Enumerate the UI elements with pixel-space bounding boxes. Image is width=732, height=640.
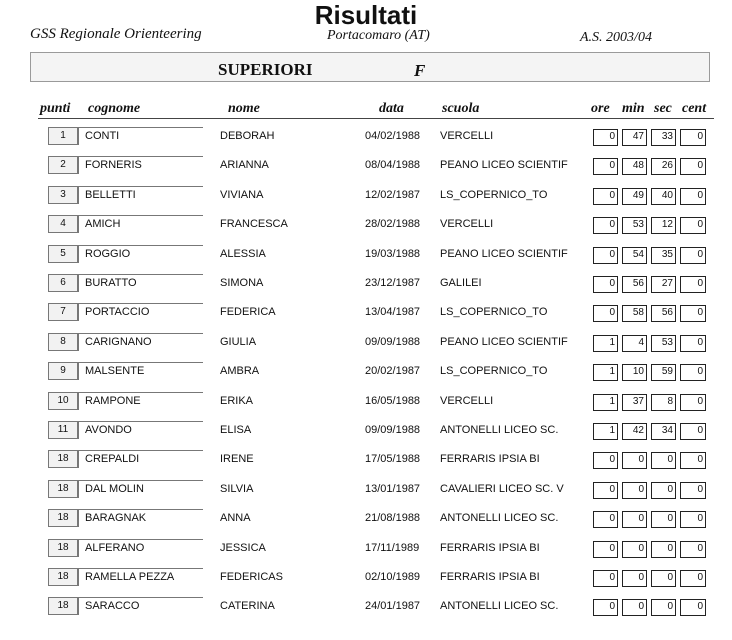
cents-cell: 0 — [680, 129, 706, 146]
points-cell: 18 — [48, 509, 78, 527]
school-cell: ANTONELLI LICEO SC. — [440, 600, 559, 613]
seconds-cell: 56 — [651, 305, 676, 322]
date-cell: 23/12/1987 — [365, 277, 421, 289]
hours-cell: 0 — [593, 482, 618, 499]
cents-cell: 0 — [680, 276, 706, 293]
date-cell: 13/04/1987 — [365, 306, 421, 319]
column-header-seconds: sec — [654, 101, 672, 116]
surname-cell: SARACCO — [78, 597, 203, 615]
column-header-minutes: min — [622, 101, 645, 116]
hours-cell: 0 — [593, 305, 618, 322]
column-header-points: punti — [40, 101, 71, 116]
date-cell: 02/10/1989 — [365, 571, 421, 583]
cents-cell: 0 — [680, 247, 706, 264]
hours-cell: 1 — [593, 364, 618, 381]
name-cell: ALESSIA — [220, 247, 266, 260]
table-row — [0, 153, 732, 177]
cents-cell: 0 — [680, 511, 706, 528]
date-cell: 08/04/1988 — [365, 159, 421, 172]
date-cell: 12/02/1987 — [365, 188, 421, 201]
cents-cell: 0 — [680, 394, 706, 411]
date-cell: 17/05/1988 — [365, 453, 421, 466]
cents-cell: 0 — [680, 482, 706, 499]
minutes-cell: 0 — [622, 452, 647, 469]
surname-cell: BARAGNAK — [78, 509, 203, 527]
date-cell: 16/05/1988 — [365, 394, 421, 407]
hours-cell: 1 — [593, 394, 618, 411]
hours-cell: 0 — [593, 511, 618, 528]
minutes-cell: 56 — [622, 276, 647, 293]
table-row — [0, 359, 732, 383]
column-header-name: nome — [228, 101, 260, 116]
surname-cell: ROGGIO — [78, 245, 203, 263]
organization-label: GSS Regionale Orienteering — [30, 26, 202, 42]
cents-cell: 0 — [680, 599, 706, 616]
category-banner — [30, 52, 710, 82]
cents-cell: 0 — [680, 158, 706, 175]
school-cell: GALILEI — [440, 277, 482, 289]
minutes-cell: 0 — [622, 482, 647, 499]
table-row — [0, 536, 732, 560]
date-cell: 20/02/1987 — [365, 365, 421, 378]
name-cell: DEBORAH — [220, 130, 275, 142]
points-cell: 1 — [48, 127, 78, 145]
seconds-cell: 0 — [651, 482, 676, 499]
table-row — [0, 506, 732, 530]
minutes-cell: 0 — [622, 541, 647, 558]
hours-cell: 0 — [593, 599, 618, 616]
surname-cell: ALFERANO — [78, 539, 203, 557]
school-cell: VERCELLI — [440, 218, 494, 231]
school-cell: CAVALIERI LICEO SC. V — [440, 482, 564, 495]
surname-cell: AVONDO — [78, 421, 203, 439]
minutes-cell: 10 — [622, 364, 647, 381]
surname-cell: RAMPONE — [78, 392, 203, 410]
table-row — [0, 330, 732, 354]
table-row — [0, 477, 732, 501]
cents-cell: 0 — [680, 217, 706, 234]
cents-cell: 0 — [680, 335, 706, 352]
table-row — [0, 124, 732, 148]
surname-cell: RAMELLA PEZZA — [78, 568, 203, 586]
school-cell: LS_COPERNICO_TO — [440, 188, 548, 201]
name-cell: AMBRA — [220, 365, 260, 378]
seconds-cell: 0 — [651, 541, 676, 558]
school-cell: PEANO LICEO SCIENTIF — [440, 247, 568, 260]
seconds-cell: 0 — [651, 511, 676, 528]
seconds-cell: 0 — [651, 452, 676, 469]
minutes-cell: 0 — [622, 570, 647, 587]
page-title: Risultati — [314, 0, 418, 30]
seconds-cell: 0 — [651, 570, 676, 587]
name-cell: ANNA — [220, 512, 251, 525]
minutes-cell: 0 — [622, 511, 647, 528]
school-cell: ANTONELLI LICEO SC. — [440, 512, 559, 525]
name-cell: FEDERICAS — [220, 571, 283, 583]
minutes-cell: 37 — [622, 394, 647, 411]
hours-cell: 1 — [593, 423, 618, 440]
seconds-cell: 53 — [651, 335, 676, 352]
school-cell: FERRARIS IPSIA BI — [440, 571, 540, 583]
name-cell: SIMONA — [220, 277, 264, 289]
surname-cell: PORTACCIO — [78, 303, 203, 321]
table-row — [0, 565, 732, 589]
header-divider — [38, 118, 714, 119]
cents-cell: 0 — [680, 423, 706, 440]
category-sex: F — [414, 61, 426, 80]
points-cell: 3 — [48, 186, 78, 204]
column-header-school: scuola — [442, 101, 480, 116]
hours-cell: 0 — [593, 188, 618, 205]
school-cell: VERCELLI — [440, 394, 494, 407]
hours-cell: 0 — [593, 541, 618, 558]
seconds-cell: 0 — [651, 599, 676, 616]
date-cell: 13/01/1987 — [365, 482, 421, 495]
hours-cell: 0 — [593, 570, 618, 587]
table-row — [0, 418, 732, 442]
points-cell: 2 — [48, 156, 78, 174]
seconds-cell: 26 — [651, 158, 676, 175]
school-cell: FERRARIS IPSIA BI — [440, 453, 540, 466]
surname-cell: AMICH — [78, 215, 203, 233]
location-label: Portacomaro (AT) — [327, 28, 430, 43]
name-cell: VIVIANA — [220, 188, 264, 201]
hours-cell: 0 — [593, 158, 618, 175]
name-cell: ERIKA — [220, 394, 254, 407]
minutes-cell: 48 — [622, 158, 647, 175]
minutes-cell: 47 — [622, 129, 647, 146]
table-row — [0, 594, 732, 618]
name-cell: JESSICA — [220, 541, 266, 554]
hours-cell: 0 — [593, 276, 618, 293]
surname-cell: DAL MOLIN — [78, 480, 203, 498]
points-cell: 4 — [48, 215, 78, 233]
points-cell: 18 — [48, 597, 78, 615]
date-cell: 09/09/1988 — [365, 424, 421, 436]
minutes-cell: 49 — [622, 188, 647, 205]
date-cell: 21/08/1988 — [365, 512, 421, 525]
school-cell: PEANO LICEO SCIENTIF — [440, 159, 568, 172]
name-cell: ELISA — [220, 424, 252, 436]
name-cell: FRANCESCA — [220, 218, 288, 231]
points-cell: 6 — [48, 274, 78, 292]
school-cell: ANTONELLI LICEO SC. — [440, 424, 559, 436]
column-header-hours: ore — [591, 101, 610, 116]
minutes-cell: 58 — [622, 305, 647, 322]
points-cell: 5 — [48, 245, 78, 263]
table-row — [0, 271, 732, 295]
seconds-cell: 33 — [651, 129, 676, 146]
date-cell: 19/03/1988 — [365, 247, 421, 260]
table-row — [0, 389, 732, 413]
table-row — [0, 242, 732, 266]
points-cell: 18 — [48, 568, 78, 586]
school-cell: LS_COPERNICO_TO — [440, 365, 548, 378]
season-label: A.S. 2003/04 — [580, 30, 652, 45]
points-cell: 11 — [48, 421, 78, 439]
hours-cell: 0 — [593, 247, 618, 264]
hours-cell: 0 — [593, 452, 618, 469]
surname-cell: MALSENTE — [78, 362, 203, 380]
name-cell: IRENE — [220, 453, 254, 466]
surname-cell: FORNERIS — [78, 156, 203, 174]
school-cell: VERCELLI — [440, 130, 494, 142]
name-cell: ARIANNA — [220, 159, 269, 172]
cents-cell: 0 — [680, 541, 706, 558]
cents-cell: 0 — [680, 364, 706, 381]
points-cell: 10 — [48, 392, 78, 410]
date-cell: 09/09/1988 — [365, 335, 421, 348]
hours-cell: 0 — [593, 129, 618, 146]
surname-cell: CONTI — [78, 127, 203, 145]
school-cell: LS_COPERNICO_TO — [440, 306, 548, 319]
table-row — [0, 183, 732, 207]
name-cell: CATERINA — [220, 600, 275, 613]
minutes-cell: 53 — [622, 217, 647, 234]
cents-cell: 0 — [680, 188, 706, 205]
hours-cell: 0 — [593, 217, 618, 234]
category-name: SUPERIORI — [218, 60, 313, 79]
column-header-cents: cent — [682, 101, 707, 116]
points-cell: 18 — [48, 539, 78, 557]
seconds-cell: 27 — [651, 276, 676, 293]
school-cell: PEANO LICEO SCIENTIF — [440, 335, 568, 348]
column-header-date: data — [379, 101, 404, 116]
date-cell: 28/02/1988 — [365, 218, 421, 231]
column-header-surname: cognome — [88, 101, 141, 116]
points-cell: 18 — [48, 480, 78, 498]
surname-cell: CREPALDI — [78, 450, 203, 468]
date-cell: 24/01/1987 — [365, 600, 421, 613]
hours-cell: 1 — [593, 335, 618, 352]
table-row — [0, 300, 732, 324]
surname-cell: BURATTO — [78, 274, 203, 292]
seconds-cell: 40 — [651, 188, 676, 205]
points-cell: 9 — [48, 362, 78, 380]
table-row — [0, 212, 732, 236]
school-cell: FERRARIS IPSIA BI — [440, 541, 540, 554]
table-row — [0, 447, 732, 471]
minutes-cell: 54 — [622, 247, 647, 264]
seconds-cell: 35 — [651, 247, 676, 264]
date-cell: 17/11/1989 — [365, 541, 420, 554]
cents-cell: 0 — [680, 570, 706, 587]
seconds-cell: 8 — [651, 394, 676, 411]
points-cell: 8 — [48, 333, 78, 351]
seconds-cell: 59 — [651, 364, 676, 381]
name-cell: FEDERICA — [220, 306, 276, 319]
seconds-cell: 12 — [651, 217, 676, 234]
surname-cell: CARIGNANO — [78, 333, 203, 351]
points-cell: 18 — [48, 450, 78, 468]
seconds-cell: 34 — [651, 423, 676, 440]
minutes-cell: 0 — [622, 599, 647, 616]
date-cell: 04/02/1988 — [365, 130, 421, 142]
minutes-cell: 4 — [622, 335, 647, 352]
points-cell: 7 — [48, 303, 78, 321]
name-cell: SILVIA — [220, 482, 254, 495]
cents-cell: 0 — [680, 452, 706, 469]
minutes-cell: 42 — [622, 423, 647, 440]
name-cell: GIULIA — [220, 335, 257, 348]
surname-cell: BELLETTI — [78, 186, 203, 204]
cents-cell: 0 — [680, 305, 706, 322]
